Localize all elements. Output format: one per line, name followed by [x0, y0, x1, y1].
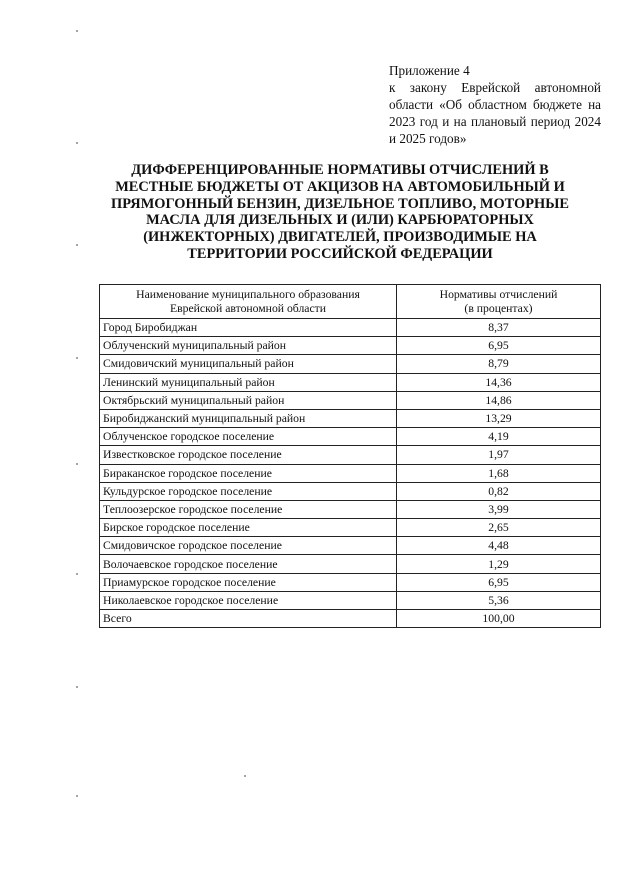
standard-percent-value: 1,68 [397, 464, 601, 482]
scan-speck [76, 244, 78, 246]
municipality-name: Всего [100, 610, 397, 628]
document-title: ДИФФЕРЕНЦИРОВАННЫЕ НОРМАТИВЫ ОТЧИСЛЕНИЙ В МЕСТНЫЕ БЮДЖЕТЫ ОТ АКЦИЗОВ НА АВТОМОБИЛЬНЫЙ И ПРЯМОГОННЫЙ БЕНЗИН, ДИЗЕЛЬНОЕ ТОПЛИВО, МОТОРНЫЕ МАСЛА ДЛЯ ДИЗЕЛЬНЫХ И (ИЛИ) КАРБЮРАТОРНЫХ (ИНЖЕКТОРНЫХ) ДВИГАТЕЛЕЙ, ПРОИЗВОДИМЫЕ НА ТЕРРИТОРИИ РОССИЙСКОЙ ФЕДЕРАЦИИ [111, 162, 569, 262]
municipality-name: Биробиджанский муниципальный район [100, 409, 397, 427]
municipality-name: Облученское городское поселение [100, 428, 397, 446]
standard-percent-value: 1,97 [397, 446, 601, 464]
municipality-name: Николаевское городское поселение [100, 591, 397, 609]
scan-speck [76, 463, 78, 465]
scan-speck [76, 573, 78, 575]
standard-percent-value: 6,95 [397, 573, 601, 591]
standard-percent-value: 1,29 [397, 555, 601, 573]
table-row [100, 355, 601, 373]
standard-percent-value: 0,82 [397, 482, 601, 500]
table-row [100, 464, 601, 482]
header-municipality: Наименование муниципального образования Еврейской автономной области [100, 285, 397, 319]
appendix-number: Приложение 4 [389, 63, 470, 78]
table-row [100, 391, 601, 409]
appendix-note [389, 62, 601, 147]
standard-percent-value: 3,99 [397, 500, 601, 518]
municipality-name: Бираканское городское поселение [100, 464, 397, 482]
standard-percent-value: 8,37 [397, 319, 601, 337]
table-row [100, 373, 601, 391]
table-header-row [100, 285, 601, 319]
standard-percent-value: 2,65 [397, 519, 601, 537]
appendix-law-reference: к закону Еврейской автономной области «Об областном бюджете на 2023 год и на плановый период 2024 и 2025 годов» [389, 80, 601, 146]
scan-speck [76, 142, 78, 144]
table-row [100, 409, 601, 427]
table-row [100, 591, 601, 609]
municipality-name: Известковское городское поселение [100, 446, 397, 464]
standard-percent-value: 14,36 [397, 373, 601, 391]
municipality-name: Теплоозерское городское поселение [100, 500, 397, 518]
table-row [100, 319, 601, 337]
standard-percent-value: 8,79 [397, 355, 601, 373]
scan-speck [244, 775, 246, 777]
scan-speck [76, 357, 78, 359]
standards-table [99, 284, 601, 628]
standard-percent-value: 6,95 [397, 337, 601, 355]
municipality-name: Кульдурское городское поселение [100, 482, 397, 500]
table-row [100, 555, 601, 573]
table-row [100, 573, 601, 591]
municipality-name: Волочаевское городское поселение [100, 555, 397, 573]
municipality-name: Ленинский муниципальный район [100, 373, 397, 391]
municipality-name: Смидовичский муниципальный район [100, 355, 397, 373]
standard-percent-value: 14,86 [397, 391, 601, 409]
table-row [100, 610, 601, 628]
table-row [100, 446, 601, 464]
municipality-name: Смидовичское городское поселение [100, 537, 397, 555]
municipality-name: Город Биробиджан [100, 319, 397, 337]
table-row [100, 428, 601, 446]
table-row [100, 519, 601, 537]
scan-speck [76, 795, 78, 797]
municipality-name: Облученский муниципальный район [100, 337, 397, 355]
table-row [100, 337, 601, 355]
standard-percent-value: 4,19 [397, 428, 601, 446]
municipality-name: Приамурское городское поселение [100, 573, 397, 591]
standard-percent-value: 4,48 [397, 537, 601, 555]
scan-speck [76, 30, 78, 32]
standard-percent-value: 100,00 [397, 610, 601, 628]
table-row [100, 500, 601, 518]
scan-speck [76, 686, 78, 688]
standard-percent-value: 5,36 [397, 591, 601, 609]
table-row [100, 482, 601, 500]
header-standard-percent: Нормативы отчислений (в процентах) [397, 285, 601, 319]
municipality-name: Бирское городское поселение [100, 519, 397, 537]
municipality-name: Октябрьский муниципальный район [100, 391, 397, 409]
table-row [100, 537, 601, 555]
standard-percent-value: 13,29 [397, 409, 601, 427]
